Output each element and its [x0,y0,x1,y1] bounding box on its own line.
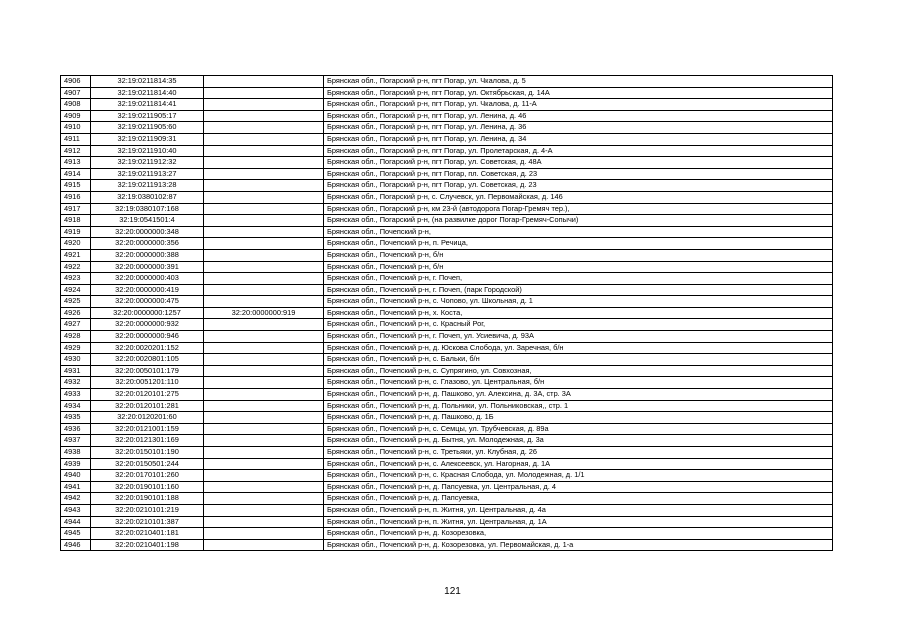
row-number-cell: 4934 [61,400,91,412]
cadastral-number-cell: 32:20:0000000:391 [91,261,204,273]
row-number-cell: 4923 [61,273,91,285]
table-row [61,447,833,459]
previous-cadastral-number-cell [204,261,324,273]
address-cell: Брянская обл., Погарский р-н, пгт Погар, ул. Советская, д. 23 [324,180,833,192]
address-cell: Брянская обл., Почепский р-н, д. Пашково, ул. Алексина, д. 3А, стр. 3А [324,389,833,401]
address-cell: Брянская обл., Почепский р-н, с. Третьяки, ул. Клубная, д. 26 [324,447,833,459]
table-row [61,331,833,343]
row-number-cell: 4941 [61,481,91,493]
table-row [61,273,833,285]
cadastral-number-cell: 32:20:0210401:181 [91,528,204,540]
previous-cadastral-number-cell [204,319,324,331]
previous-cadastral-number-cell [204,76,324,88]
cadastral-number-cell: 32:19:0211905:60 [91,122,204,134]
row-number-cell: 4937 [61,435,91,447]
previous-cadastral-number-cell [204,470,324,482]
cadastral-number-cell: 32:19:0380107:168 [91,203,204,215]
address-cell: Брянская обл., Почепский р-н, с. Глазово, ул. Центральная, б/н [324,377,833,389]
cadastral-number-cell: 32:19:0211913:28 [91,180,204,192]
address-cell: Брянская обл., Почепский р-н, с. Красная Слобода, ул. Молодежная, д. 1/1 [324,470,833,482]
row-number-cell: 4929 [61,342,91,354]
table-row [61,539,833,551]
cadastral-number-cell: 32:20:0000000:348 [91,226,204,238]
cadastral-number-cell: 32:20:0121001:159 [91,423,204,435]
table-row [61,215,833,227]
address-cell: Брянская обл., Погарский р-н, пгт Погар, ул. Ленина, д. 34 [324,133,833,145]
row-number-cell: 4918 [61,215,91,227]
row-number-cell: 4919 [61,226,91,238]
table-row [61,354,833,366]
row-number-cell: 4912 [61,145,91,157]
cadastral-number-cell: 32:19:0211814:35 [91,76,204,88]
previous-cadastral-number-cell [204,528,324,540]
address-cell: Брянская обл., Погарский р-н, пгт Погар, ул. Советская, д. 48А [324,157,833,169]
cadastral-number-cell: 32:20:0020201:152 [91,342,204,354]
previous-cadastral-number-cell: 32:20:0000000:919 [204,307,324,319]
cadastral-number-cell: 32:20:0000000:419 [91,284,204,296]
table-row [61,261,833,273]
address-cell: Брянская обл., Погарский р-н, (на развилке дорог Погар-Гремяч-Сопычи) [324,215,833,227]
table-row [61,249,833,261]
table-row [61,458,833,470]
row-number-cell: 4915 [61,180,91,192]
table-row [61,122,833,134]
previous-cadastral-number-cell [204,493,324,505]
address-cell: Брянская обл., Погарский р-н, пгт Погар, пл. Советская, д. 23 [324,168,833,180]
row-number-cell: 4935 [61,412,91,424]
previous-cadastral-number-cell [204,180,324,192]
address-cell: Брянская обл., Почепский р-н, д. Бытня, ул. Молодежная, д. 3а [324,435,833,447]
row-number-cell: 4925 [61,296,91,308]
cadastral-number-cell: 32:20:0170101:260 [91,470,204,482]
table-row [61,284,833,296]
address-cell: Брянская обл., Почепский р-н, г. Почеп, ул. Усиевича, д. 93А [324,331,833,343]
table-row [61,504,833,516]
table-row [61,365,833,377]
row-number-cell: 4913 [61,157,91,169]
row-number-cell: 4914 [61,168,91,180]
table-row [61,296,833,308]
table-row [61,412,833,424]
row-number-cell: 4924 [61,284,91,296]
cadastral-number-cell: 32:20:0150501:244 [91,458,204,470]
previous-cadastral-number-cell [204,157,324,169]
address-cell: Брянская обл., Почепский р-н, с. Красный Рог, [324,319,833,331]
previous-cadastral-number-cell [204,145,324,157]
previous-cadastral-number-cell [204,87,324,99]
row-number-cell: 4907 [61,87,91,99]
cadastral-number-cell: 32:20:0120101:281 [91,400,204,412]
cadastral-number-cell: 32:20:0051201:110 [91,377,204,389]
table-row [61,145,833,157]
previous-cadastral-number-cell [204,389,324,401]
row-number-cell: 4939 [61,458,91,470]
row-number-cell: 4943 [61,504,91,516]
address-cell: Брянская обл., Почепский р-н, д. Козорезовка, [324,528,833,540]
previous-cadastral-number-cell [204,296,324,308]
address-cell: Брянская обл., Погарский р-н, пгт Погар, ул. Чкалова, д. 11-А [324,99,833,111]
previous-cadastral-number-cell [204,458,324,470]
table-row [61,389,833,401]
row-number-cell: 4946 [61,539,91,551]
address-cell: Брянская обл., Почепский р-н, с. Супрягино, ул. Совхозная, [324,365,833,377]
cadastral-number-cell: 32:19:0211912:32 [91,157,204,169]
cadastral-number-cell: 32:20:0190101:160 [91,481,204,493]
cadastral-number-cell: 32:20:0020801:105 [91,354,204,366]
cadastral-number-cell: 32:20:0121301:169 [91,435,204,447]
table-row [61,377,833,389]
previous-cadastral-number-cell [204,133,324,145]
cadastral-number-cell: 32:20:0000000:475 [91,296,204,308]
previous-cadastral-number-cell [204,354,324,366]
previous-cadastral-number-cell [204,365,324,377]
row-number-cell: 4927 [61,319,91,331]
row-number-cell: 4917 [61,203,91,215]
address-cell: Брянская обл., Почепский р-н, с. Чопово, ул. Школьная, д. 1 [324,296,833,308]
table-row [61,307,833,319]
cadastral-number-cell: 32:20:0190101:188 [91,493,204,505]
address-cell: Брянская обл., Почепский р-н, [324,226,833,238]
table-row [61,319,833,331]
previous-cadastral-number-cell [204,284,324,296]
previous-cadastral-number-cell [204,539,324,551]
address-cell: Брянская обл., Погарский р-н, км 23-й (автодорога Погар-Гремяч тер.), [324,203,833,215]
address-cell: Брянская обл., Почепский р-н, б/н [324,261,833,273]
cadastral-number-cell: 32:20:0210101:219 [91,504,204,516]
address-cell: Брянская обл., Почепский р-н, д. Юскова Слобода, ул. Заречная, б/н [324,342,833,354]
previous-cadastral-number-cell [204,377,324,389]
address-cell: Брянская обл., Почепский р-н, г. Почеп, (парк Городской) [324,284,833,296]
row-number-cell: 4936 [61,423,91,435]
row-number-cell: 4911 [61,133,91,145]
table-row [61,180,833,192]
row-number-cell: 4931 [61,365,91,377]
table-row [61,133,833,145]
row-number-cell: 4932 [61,377,91,389]
previous-cadastral-number-cell [204,110,324,122]
table-row [61,435,833,447]
previous-cadastral-number-cell [204,516,324,528]
previous-cadastral-number-cell [204,400,324,412]
address-cell: Брянская обл., Почепский р-н, х. Коста, [324,307,833,319]
table-row [61,110,833,122]
row-number-cell: 4945 [61,528,91,540]
previous-cadastral-number-cell [204,435,324,447]
cadastral-number-cell: 32:20:0000000:1257 [91,307,204,319]
table-row [61,528,833,540]
address-cell: Брянская обл., Погарский р-н, пгт Погар, ул. Ленина, д. 46 [324,110,833,122]
previous-cadastral-number-cell [204,249,324,261]
address-cell: Брянская обл., Почепский р-н, б/н [324,249,833,261]
previous-cadastral-number-cell [204,481,324,493]
address-cell: Брянская обл., Погарский р-н, пгт Погар, ул. Пролетарская, д. 4-А [324,145,833,157]
address-cell: Брянская обл., Почепский р-н, д. Папсуевка, [324,493,833,505]
table-row [61,516,833,528]
table-row [61,423,833,435]
row-number-cell: 4933 [61,389,91,401]
row-number-cell: 4910 [61,122,91,134]
previous-cadastral-number-cell [204,238,324,250]
cadastral-number-cell: 32:20:0000000:388 [91,249,204,261]
previous-cadastral-number-cell [204,447,324,459]
row-number-cell: 4908 [61,99,91,111]
cadastral-number-cell: 32:19:0211814:41 [91,99,204,111]
table-row [61,470,833,482]
address-cell: Брянская обл., Почепский р-н, г. Почеп, [324,273,833,285]
previous-cadastral-number-cell [204,168,324,180]
cadastral-number-cell: 32:20:0000000:932 [91,319,204,331]
table-row [61,203,833,215]
row-number-cell: 4921 [61,249,91,261]
cadastral-number-cell: 32:19:0541501:4 [91,215,204,227]
cadastral-number-cell: 32:20:0000000:356 [91,238,204,250]
table-row [61,226,833,238]
cadastral-number-cell: 32:20:0120101:275 [91,389,204,401]
row-number-cell: 4928 [61,331,91,343]
row-number-cell: 4942 [61,493,91,505]
address-cell: Брянская обл., Почепский р-н, д. Пашково, д. 1Б [324,412,833,424]
row-number-cell: 4944 [61,516,91,528]
previous-cadastral-number-cell [204,504,324,516]
row-number-cell: 4930 [61,354,91,366]
address-cell: Брянская обл., Погарский р-н, с. Случевск, ул. Первомайская, д. 146 [324,191,833,203]
cadastral-number-cell: 32:20:0000000:403 [91,273,204,285]
previous-cadastral-number-cell [204,412,324,424]
cadastral-number-cell: 32:19:0211905:17 [91,110,204,122]
table-row [61,168,833,180]
previous-cadastral-number-cell [204,191,324,203]
address-cell: Брянская обл., Погарский р-н, пгт Погар, ул. Ленина, д. 36 [324,122,833,134]
previous-cadastral-number-cell [204,99,324,111]
address-cell: Брянская обл., Почепский р-н, с. Бальки, б/н [324,354,833,366]
table-row [61,400,833,412]
cadastral-number-cell: 32:20:0000000:946 [91,331,204,343]
table-row [61,157,833,169]
row-number-cell: 4940 [61,470,91,482]
address-cell: Брянская обл., Погарский р-н, пгт Погар, ул. Чкалова, д. 5 [324,76,833,88]
previous-cadastral-number-cell [204,342,324,354]
address-cell: Брянская обл., Почепский р-н, п. Речица, [324,238,833,250]
previous-cadastral-number-cell [204,226,324,238]
previous-cadastral-number-cell [204,331,324,343]
table-row [61,493,833,505]
cadastral-number-cell: 32:19:0211913:27 [91,168,204,180]
cadastral-number-cell: 32:20:0150101:190 [91,447,204,459]
cadastral-number-cell: 32:19:0380102:87 [91,191,204,203]
previous-cadastral-number-cell [204,203,324,215]
row-number-cell: 4922 [61,261,91,273]
address-cell: Брянская обл., Почепский р-н, д. Польники, ул. Польниковская,, стр. 1 [324,400,833,412]
previous-cadastral-number-cell [204,122,324,134]
register-table-body [61,76,833,551]
cadastral-number-cell: 32:19:0211909:31 [91,133,204,145]
table-row [61,99,833,111]
cadastral-number-cell: 32:20:0120201:60 [91,412,204,424]
table-row [61,481,833,493]
cadastral-number-cell: 32:20:0210401:198 [91,539,204,551]
table-row [61,238,833,250]
cadastral-number-cell: 32:20:0050101:179 [91,365,204,377]
cadastral-number-cell: 32:20:0210101:387 [91,516,204,528]
previous-cadastral-number-cell [204,423,324,435]
register-table [60,75,833,551]
row-number-cell: 4926 [61,307,91,319]
row-number-cell: 4916 [61,191,91,203]
address-cell: Брянская обл., Почепский р-н, д. Козорезовка, ул. Первомайская, д. 1-а [324,539,833,551]
address-cell: Брянская обл., Почепский р-н, с. Алексеевск, ул. Нагорная, д. 1А [324,458,833,470]
address-cell: Брянская обл., Почепский р-н, с. Семцы, ул. Трубчевская, д. 89а [324,423,833,435]
previous-cadastral-number-cell [204,215,324,227]
page-number: 121 [444,586,461,597]
table-row [61,87,833,99]
table-row [61,342,833,354]
cadastral-number-cell: 32:19:0211814:40 [91,87,204,99]
row-number-cell: 4920 [61,238,91,250]
address-cell: Брянская обл., Почепский р-н, д. Папсуевка, ул. Центральная, д. 4 [324,481,833,493]
cadastral-number-cell: 32:19:0211910:40 [91,145,204,157]
table-row [61,76,833,88]
table-row [61,191,833,203]
row-number-cell: 4938 [61,447,91,459]
row-number-cell: 4909 [61,110,91,122]
address-cell: Брянская обл., Почепский р-н, п. Житня, ул. Центральная, д. 4а [324,504,833,516]
address-cell: Брянская обл., Погарский р-н, пгт Погар, ул. Октябрьская, д. 14А [324,87,833,99]
address-cell: Брянская обл., Почепский р-н, п. Житня, ул. Центральная, д. 1А [324,516,833,528]
previous-cadastral-number-cell [204,273,324,285]
row-number-cell: 4906 [61,76,91,88]
